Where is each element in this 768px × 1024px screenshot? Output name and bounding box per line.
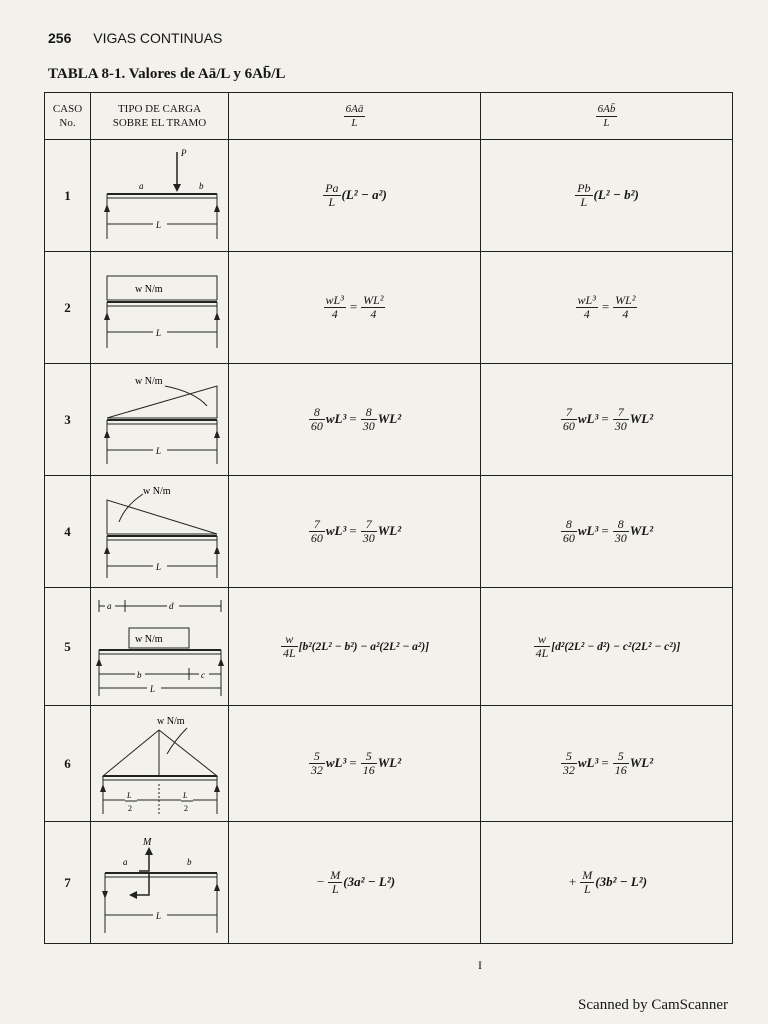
frac-den: 60 [562, 531, 575, 545]
label-p: P [180, 147, 186, 158]
values-table [44, 92, 733, 944]
label-l-half-den: 2 [127, 803, 132, 813]
formula-b-2 [481, 252, 733, 364]
header-tipo-line1: TIPO DE CARGA [117, 103, 202, 115]
header-formula-b [481, 93, 733, 140]
label-l: L [155, 327, 161, 338]
label-l: L [155, 910, 161, 921]
label-l: L [155, 561, 161, 572]
sign: − [316, 874, 325, 890]
load-diagram-partial-uniform [91, 588, 229, 706]
equals-sign: = [601, 523, 609, 539]
frac-num: 7 [309, 518, 325, 532]
case-number: 7 [45, 822, 91, 944]
equals-sign: = [601, 299, 610, 315]
frac-den: 60 [310, 419, 323, 433]
formula-term: WL² [377, 523, 402, 539]
load-diagram-point-load [91, 140, 229, 252]
frac-den: L [580, 195, 588, 209]
case-number: 6 [45, 706, 91, 822]
frac-den: 32 [310, 763, 323, 777]
table-row [45, 140, 733, 252]
table-header-row [45, 93, 733, 140]
label-w: w N/m [142, 485, 170, 497]
formula-term: wL³ [325, 411, 347, 427]
label-b: b [186, 856, 191, 867]
formula-a-4 [229, 476, 481, 588]
frac-den: 4 [622, 307, 629, 321]
page-number: 256 [48, 30, 72, 46]
table-row [45, 364, 733, 476]
formula-expr: (3b² − L²) [595, 874, 648, 890]
label-l: L [155, 445, 161, 456]
formula-term: wL³ [577, 411, 599, 427]
equals-sign: = [601, 755, 609, 771]
formula-a-5 [229, 588, 481, 706]
header-a-num: 6Aā [345, 102, 364, 115]
header-caso-line2: No. [59, 117, 76, 129]
header-caso-line1: CASO [52, 103, 83, 115]
frac-num: WL² [363, 293, 384, 307]
frac-den: L [328, 195, 336, 209]
formula-term: wL³ [325, 755, 347, 771]
label-a: a [138, 180, 143, 191]
formula-expr: (3a² − L²) [343, 874, 396, 890]
frac-den: 16 [362, 763, 375, 777]
sign: + [568, 874, 577, 890]
label-m: M [142, 836, 151, 848]
frac-den: 60 [310, 531, 323, 545]
label-l-half-num: L [182, 790, 187, 800]
frac-den: 4 [370, 307, 377, 321]
formula-b-6 [481, 706, 733, 822]
frac-num: Pb [577, 181, 591, 195]
formula-expr: [d²(2L² − d²) − c²(2L² − c²)] [551, 641, 681, 654]
frac-num: 5 [361, 750, 377, 764]
frac-num: 7 [613, 406, 629, 420]
frac-den: 30 [362, 419, 375, 433]
frac-den: 30 [362, 531, 375, 545]
frac-den: L [583, 882, 591, 896]
frac-num: WL² [615, 293, 636, 307]
formula-expr: (L² − b²) [593, 187, 639, 203]
frac-den: 4 [331, 307, 338, 321]
formula-b-7 [481, 822, 733, 944]
frac-den: 60 [562, 419, 575, 433]
frac-den: 30 [614, 419, 627, 433]
formula-a-2 [229, 252, 481, 364]
frac-num: 8 [309, 406, 325, 420]
table-row [45, 476, 733, 588]
frac-den: L [331, 882, 339, 896]
formula-term: wL³ [325, 523, 347, 539]
load-diagram-triangular-increasing [91, 364, 229, 476]
case-number: 2 [45, 252, 91, 364]
formula-b-1 [481, 140, 733, 252]
frac-num: Pa [325, 181, 339, 195]
frac-num: M [582, 868, 593, 882]
header-caso [45, 93, 91, 140]
running-title: VIGAS CONTINUAS [93, 30, 223, 46]
label-b: b [198, 180, 203, 191]
page-mark: I [478, 958, 482, 972]
frac-num: M [330, 868, 341, 882]
formula-b-5 [481, 588, 733, 706]
formula-term: WL² [377, 755, 402, 771]
frac-num: 7 [361, 518, 377, 532]
formula-a-7 [229, 822, 481, 944]
case-number: 4 [45, 476, 91, 588]
formula-expr: (L² − a²) [341, 187, 387, 203]
frac-den: 4 [583, 307, 590, 321]
load-diagram-triangular-decreasing [91, 476, 229, 588]
formula-a-3 [229, 364, 481, 476]
formula-b-4 [481, 476, 733, 588]
header-formula-a [229, 93, 481, 140]
page-header [48, 30, 222, 46]
label-d: d [168, 600, 173, 611]
table-row [45, 706, 733, 822]
header-tipo-line2: SOBRE EL TRAMO [112, 117, 207, 129]
label-a: a [122, 856, 127, 867]
frac-num: 8 [561, 518, 577, 532]
formula-term: WL² [629, 755, 654, 771]
label-b: b [136, 669, 141, 680]
label-c: c [200, 669, 205, 680]
frac-den: 32 [562, 763, 575, 777]
frac-den: 4L [535, 646, 549, 660]
header-tipo [91, 93, 229, 140]
label-w: w N/m [134, 633, 162, 645]
case-number: 1 [45, 140, 91, 252]
frac-num: 5 [561, 750, 577, 764]
frac-den: 4L [282, 646, 296, 660]
case-number: 3 [45, 364, 91, 476]
label-a: a [106, 600, 111, 611]
equals-sign: = [349, 755, 357, 771]
frac-num: 5 [613, 750, 629, 764]
equals-sign: = [601, 411, 609, 427]
frac-num: 7 [561, 406, 577, 420]
frac-num: w [534, 633, 551, 647]
frac-num: w [281, 633, 298, 647]
frac-num: wL³ [577, 293, 596, 307]
label-l-half-num: L [126, 790, 131, 800]
load-diagram-uniform-load [91, 252, 229, 364]
frac-num: wL³ [325, 293, 344, 307]
formula-a-1 [229, 140, 481, 252]
scanner-footer: Scanned by CamScanner [578, 997, 728, 1013]
table-row [45, 822, 733, 944]
frac-num: 8 [361, 406, 377, 420]
formula-term: WL² [629, 523, 654, 539]
label-w: w N/m [134, 375, 162, 387]
load-diagram-triangular-symmetric [91, 706, 229, 822]
header-b-den: L [603, 116, 610, 129]
frac-num: 5 [309, 750, 325, 764]
formula-term: WL² [377, 411, 402, 427]
equals-sign: = [349, 523, 357, 539]
label-l-half-den: 2 [183, 803, 188, 813]
formula-a-6 [229, 706, 481, 822]
formula-term: wL³ [577, 523, 599, 539]
formula-term: wL³ [577, 755, 599, 771]
load-diagram-applied-moment [91, 822, 229, 944]
header-b-num: 6Ab̄ [597, 102, 616, 115]
formula-b-3 [481, 364, 733, 476]
table-title: TABLA 8-1. Valores de Aā/L y 6Ab̄/L [48, 66, 286, 82]
frac-den: 30 [614, 531, 627, 545]
case-number: 5 [45, 588, 91, 706]
equals-sign: = [349, 299, 358, 315]
frac-den: 16 [614, 763, 627, 777]
frac-num: 8 [613, 518, 629, 532]
label-l: L [149, 683, 155, 694]
formula-expr: [b²(2L² − b²) − a²(2L² − a²)] [298, 641, 430, 654]
label-w: w N/m [134, 283, 162, 295]
label-w: w N/m [156, 715, 184, 727]
header-a-den: L [351, 116, 358, 129]
table-row [45, 588, 733, 706]
formula-term: WL² [629, 411, 654, 427]
equals-sign: = [349, 411, 357, 427]
label-l: L [155, 219, 161, 230]
table-row [45, 252, 733, 364]
